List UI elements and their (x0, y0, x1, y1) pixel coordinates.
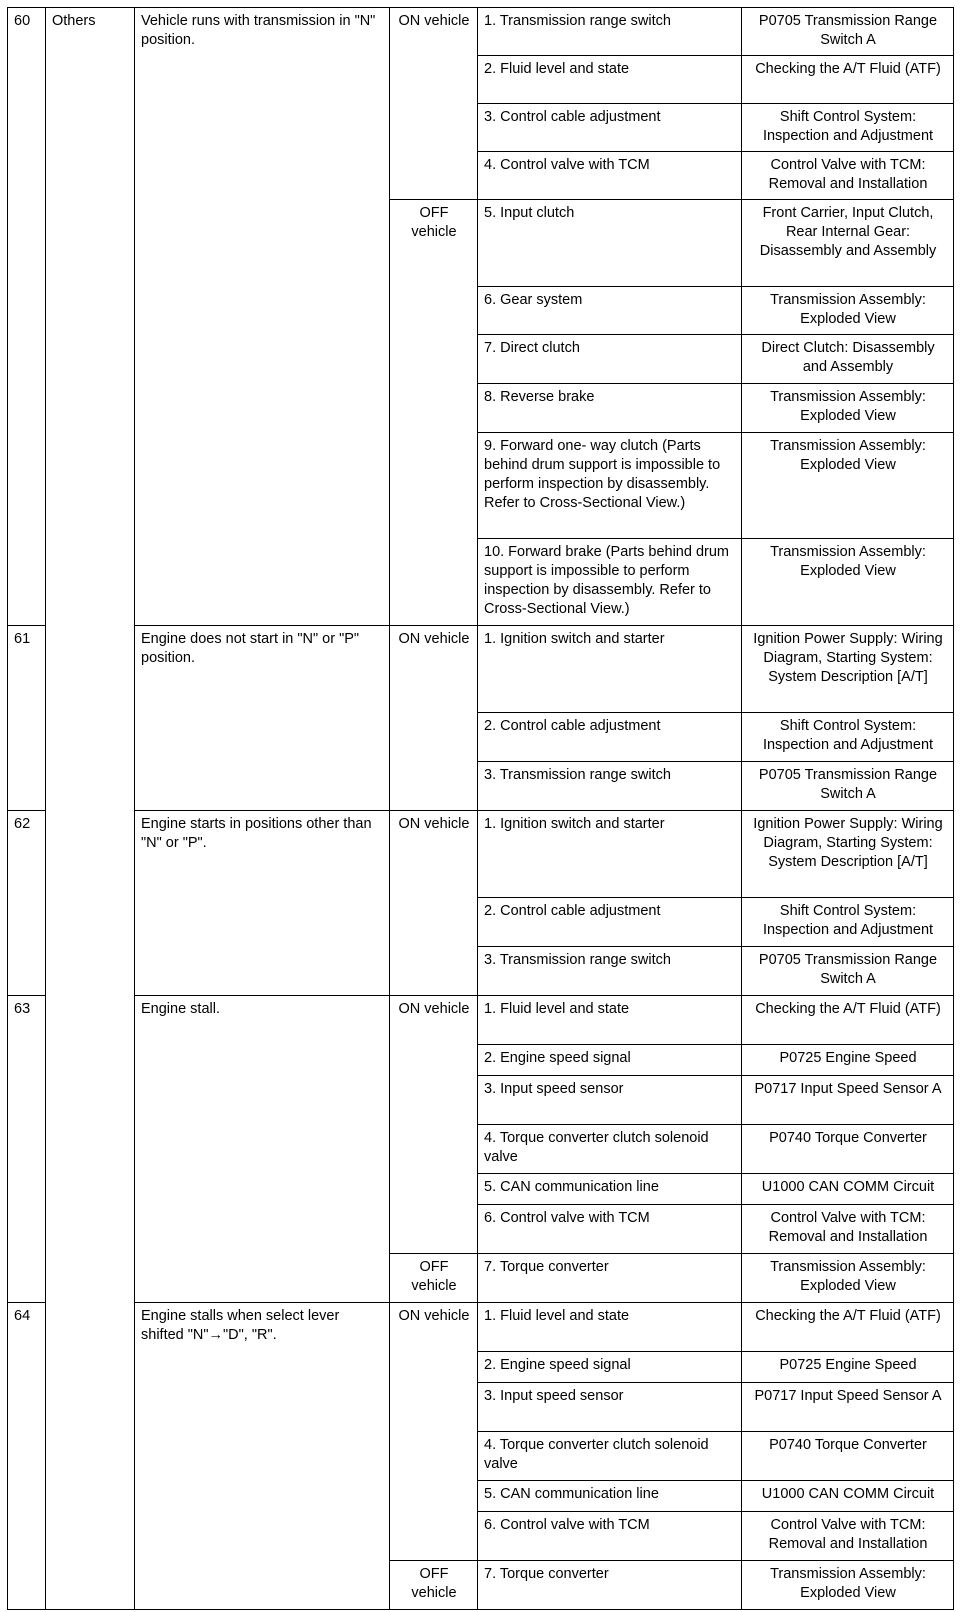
reference-page: P0705 Transmission Range Switch A (742, 762, 954, 811)
item-number: 63 (8, 996, 46, 1303)
condition-on-vehicle: ON vehicle (390, 811, 478, 996)
item-number: 62 (8, 811, 46, 996)
check-item: 2. Engine speed signal (478, 1352, 742, 1383)
check-item: 5. CAN communication line (478, 1174, 742, 1205)
condition-on-vehicle: ON vehicle (390, 626, 478, 811)
reference-page: P0705 Transmission Range Switch A (742, 8, 954, 56)
check-item: 1. Ignition switch and starter (478, 626, 742, 713)
reference-page: U1000 CAN COMM Circuit (742, 1174, 954, 1205)
reference-page: P0717 Input Speed Sensor A (742, 1383, 954, 1432)
check-item: 6. Gear system (478, 287, 742, 335)
item-number: 64 (8, 1303, 46, 1610)
condition-on-vehicle: ON vehicle (390, 8, 478, 200)
reference-page: Front Carrier, Input Clutch, Rear Internal Gear: Disassembly and Assembly (742, 200, 954, 287)
check-item: 3. Control cable adjustment (478, 104, 742, 152)
symptom-cell: Engine stalls when select lever shifted "N"→"D", "R". (135, 1303, 390, 1610)
table-row (8, 626, 954, 713)
condition-off-vehicle: OFF vehicle (390, 200, 478, 626)
reference-page: Control Valve with TCM: Removal and Installation (742, 1512, 954, 1561)
reference-page: P0740 Torque Converter (742, 1432, 954, 1481)
check-item: 2. Control cable adjustment (478, 713, 742, 762)
item-number: 61 (8, 626, 46, 811)
condition-on-vehicle: ON vehicle (390, 996, 478, 1254)
reference-page: Transmission Assembly: Exploded View (742, 1254, 954, 1303)
check-item: 2. Control cable adjustment (478, 898, 742, 947)
symptom-cell: Engine stall. (135, 996, 390, 1303)
check-item: 5. CAN communication line (478, 1481, 742, 1512)
reference-page: P0725 Engine Speed (742, 1352, 954, 1383)
check-item: 7. Torque converter (478, 1561, 742, 1610)
reference-page: Shift Control System: Inspection and Adjustment (742, 104, 954, 152)
reference-page: Transmission Assembly: Exploded View (742, 1561, 954, 1610)
check-item: 4. Torque converter clutch solenoid valve (478, 1125, 742, 1174)
reference-page: Checking the A/T Fluid (ATF) (742, 996, 954, 1045)
reference-page: Shift Control System: Inspection and Adjustment (742, 898, 954, 947)
reference-page: P0717 Input Speed Sensor A (742, 1076, 954, 1125)
check-item: 9. Forward one- way clutch (Parts behind drum support is impossible to perform inspection by disassembly. Refer to Cross-Sectional View.) (478, 433, 742, 539)
condition-on-vehicle: ON vehicle (390, 1303, 478, 1561)
check-item: 5. Input clutch (478, 200, 742, 287)
check-item: 4. Torque converter clutch solenoid valve (478, 1432, 742, 1481)
check-item: 1. Fluid level and state (478, 1303, 742, 1352)
symptom-cell: Engine does not start in "N" or "P" position. (135, 626, 390, 811)
check-item: 8. Reverse brake (478, 384, 742, 433)
reference-page: Direct Clutch: Disassembly and Assembly (742, 335, 954, 384)
table-row (8, 1303, 954, 1352)
reference-page: Ignition Power Supply: Wiring Diagram, Starting System: System Description [A/T] (742, 626, 954, 713)
reference-page: P0725 Engine Speed (742, 1045, 954, 1076)
reference-page: Control Valve with TCM: Removal and Installation (742, 1205, 954, 1254)
table-row (8, 8, 954, 56)
check-item: 6. Control valve with TCM (478, 1205, 742, 1254)
reference-page: Transmission Assembly: Exploded View (742, 433, 954, 539)
reference-page: Checking the A/T Fluid (ATF) (742, 56, 954, 104)
check-item: 2. Fluid level and state (478, 56, 742, 104)
table-row (8, 811, 954, 898)
symptom-cell: Engine starts in positions other than "N" or "P". (135, 811, 390, 996)
check-item: 1. Fluid level and state (478, 996, 742, 1045)
item-number: 60 (8, 8, 46, 626)
diagnosis-table (7, 7, 954, 1610)
check-item: 7. Direct clutch (478, 335, 742, 384)
reference-page: Control Valve with TCM: Removal and Installation (742, 152, 954, 200)
check-item: 3. Input speed sensor (478, 1383, 742, 1432)
check-item: 3. Input speed sensor (478, 1076, 742, 1125)
category-cell: Others (46, 8, 135, 1610)
reference-page: Checking the A/T Fluid (ATF) (742, 1303, 954, 1352)
symptom-cell: Vehicle runs with transmission in "N" position. (135, 8, 390, 626)
check-item: 6. Control valve with TCM (478, 1512, 742, 1561)
table-row (8, 996, 954, 1045)
check-item: 4. Control valve with TCM (478, 152, 742, 200)
condition-off-vehicle: OFF vehicle (390, 1561, 478, 1610)
condition-off-vehicle: OFF vehicle (390, 1254, 478, 1303)
check-item: 3. Transmission range switch (478, 762, 742, 811)
reference-page: Transmission Assembly: Exploded View (742, 539, 954, 626)
reference-page: U1000 CAN COMM Circuit (742, 1481, 954, 1512)
reference-page: Transmission Assembly: Exploded View (742, 287, 954, 335)
check-item: 7. Torque converter (478, 1254, 742, 1303)
check-item: 1. Ignition switch and starter (478, 811, 742, 898)
reference-page: Ignition Power Supply: Wiring Diagram, Starting System: System Description [A/T] (742, 811, 954, 898)
check-item: 10. Forward brake (Parts behind drum support is impossible to perform inspection by disassembly. Refer to Cross-Sectional View.) (478, 539, 742, 626)
reference-page: P0740 Torque Converter (742, 1125, 954, 1174)
reference-page: P0705 Transmission Range Switch A (742, 947, 954, 996)
check-item: 2. Engine speed signal (478, 1045, 742, 1076)
reference-page: Shift Control System: Inspection and Adjustment (742, 713, 954, 762)
reference-page: Transmission Assembly: Exploded View (742, 384, 954, 433)
check-item: 1. Transmission range switch (478, 8, 742, 56)
check-item: 3. Transmission range switch (478, 947, 742, 996)
